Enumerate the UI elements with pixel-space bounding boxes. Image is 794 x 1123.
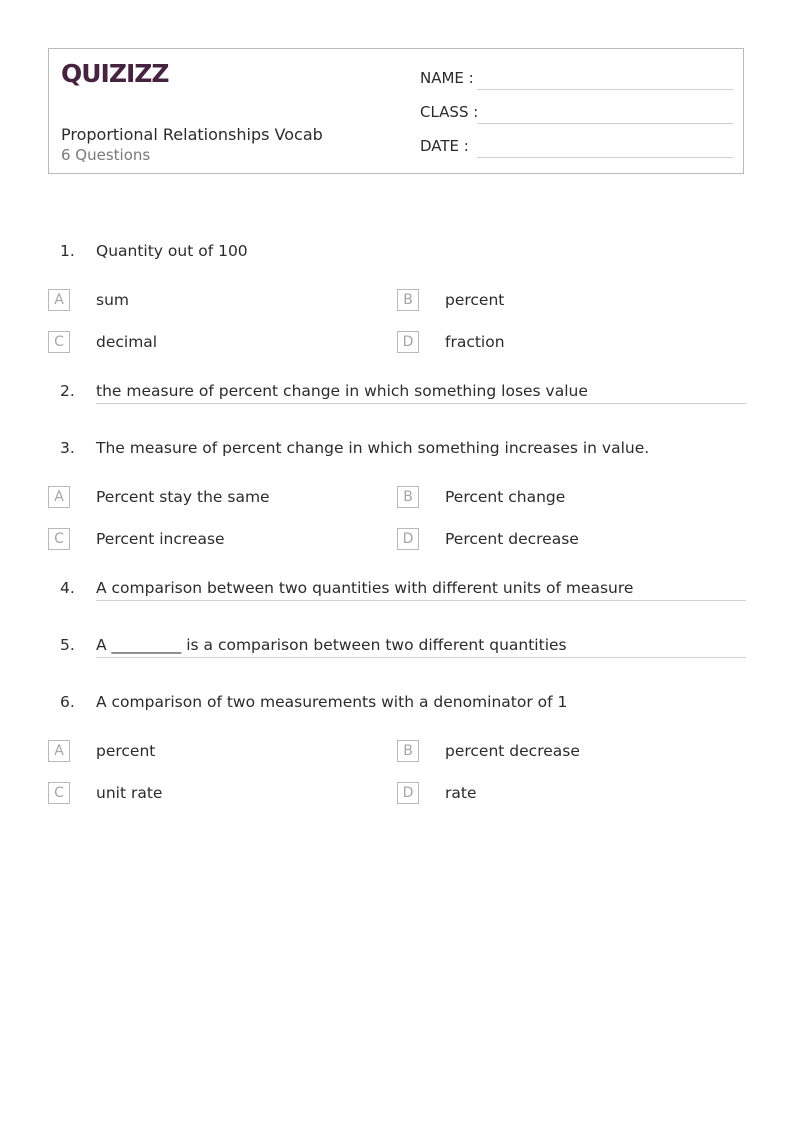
question-number: 3. (60, 439, 75, 457)
option-letter-b[interactable]: B (397, 486, 419, 508)
question-text: the measure of percent change in which something loses value (96, 382, 588, 400)
name-field[interactable] (477, 89, 733, 90)
option-letter-d[interactable]: D (397, 782, 419, 804)
option-text[interactable]: Percent decrease (445, 530, 579, 548)
question-number: 5. (60, 636, 75, 654)
class-label: CLASS : (420, 103, 479, 121)
question-text: Quantity out of 100 (96, 242, 248, 260)
question-text: A comparison of two measurements with a denominator of 1 (96, 693, 568, 711)
option-letter-a[interactable]: A (48, 289, 70, 311)
date-field[interactable] (477, 157, 733, 158)
name-label: NAME : (420, 69, 474, 87)
option-text[interactable]: percent decrease (445, 742, 580, 760)
option-letter-d[interactable]: D (397, 528, 419, 550)
answer-line[interactable] (96, 403, 746, 404)
option-text[interactable]: rate (445, 784, 477, 802)
question-text: A _________ is a comparison between two different quantities (96, 636, 567, 654)
option-letter-d[interactable]: D (397, 331, 419, 353)
question-number: 2. (60, 382, 75, 400)
date-label: DATE : (420, 137, 469, 155)
worksheet-header (48, 48, 744, 174)
answer-line[interactable] (96, 657, 746, 658)
option-text[interactable]: sum (96, 291, 129, 309)
option-text[interactable]: fraction (445, 333, 505, 351)
option-text[interactable]: percent (96, 742, 156, 760)
option-letter-a[interactable]: A (48, 486, 70, 508)
worksheet-title: Proportional Relationships Vocab (61, 125, 323, 144)
question-number: 1. (60, 242, 75, 260)
question-text: The measure of percent change in which something increases in value. (96, 439, 650, 457)
question-number: 4. (60, 579, 75, 597)
option-letter-c[interactable]: C (48, 331, 70, 353)
option-text[interactable]: Percent stay the same (96, 488, 270, 506)
quizizz-logo: QUIZIZZ (61, 59, 169, 88)
question-number: 6. (60, 693, 75, 711)
option-letter-a[interactable]: A (48, 740, 70, 762)
option-text[interactable]: Percent increase (96, 530, 225, 548)
option-letter-c[interactable]: C (48, 528, 70, 550)
option-text[interactable]: unit rate (96, 784, 163, 802)
question-text: A comparison between two quantities with different units of measure (96, 579, 634, 597)
option-letter-c[interactable]: C (48, 782, 70, 804)
option-text[interactable]: percent (445, 291, 505, 309)
option-text[interactable]: Percent change (445, 488, 566, 506)
option-letter-b[interactable]: B (397, 289, 419, 311)
option-text[interactable]: decimal (96, 333, 158, 351)
question-count: 6 Questions (61, 146, 151, 164)
answer-line[interactable] (96, 600, 746, 601)
option-letter-b[interactable]: B (397, 740, 419, 762)
class-field[interactable] (477, 123, 733, 124)
